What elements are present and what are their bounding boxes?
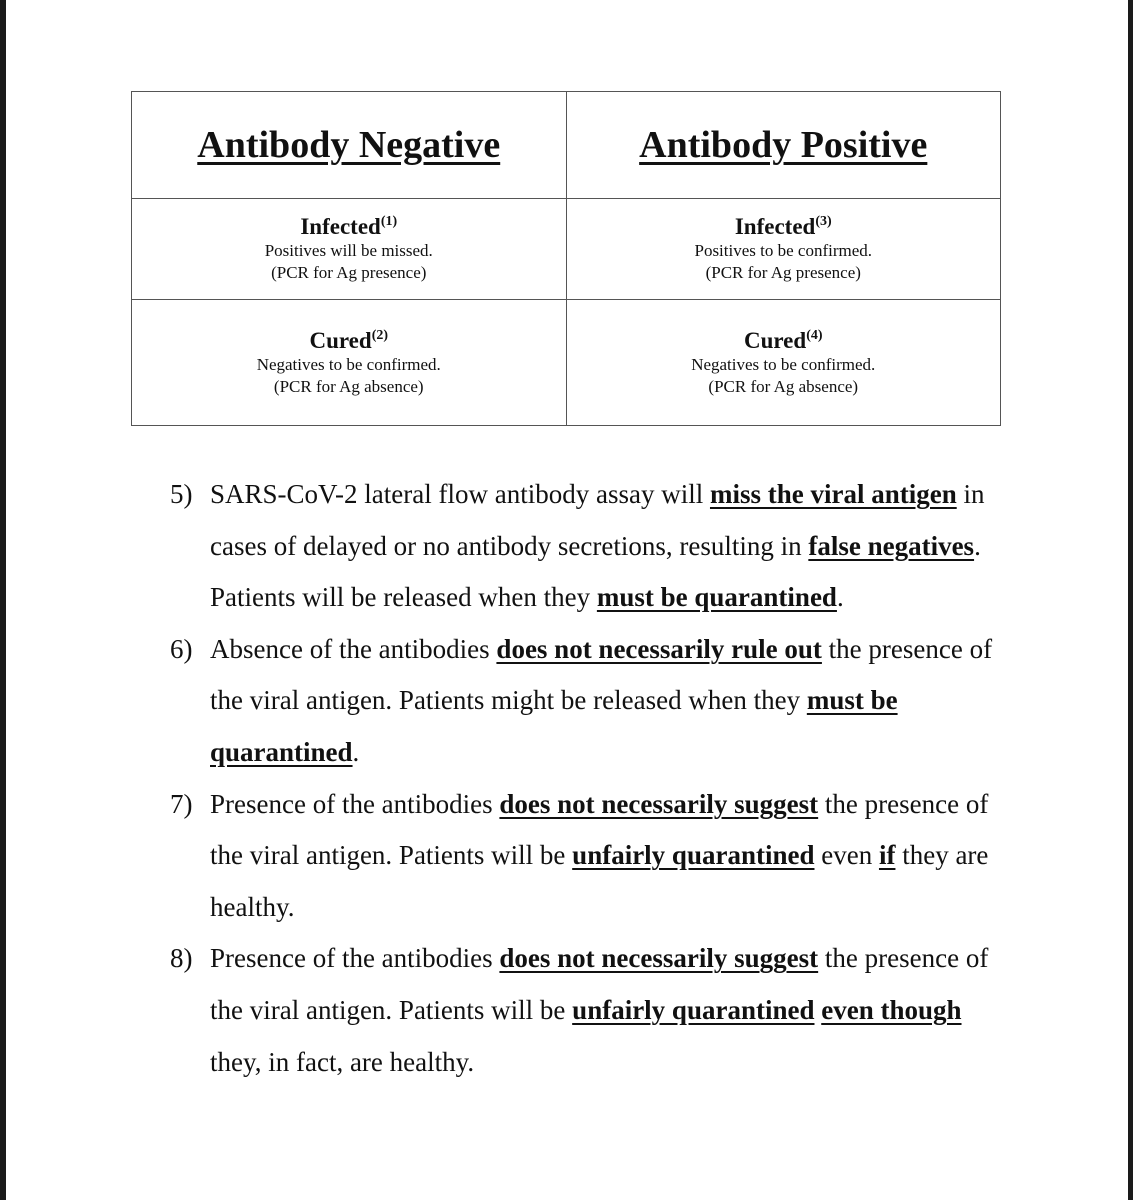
cell-text: Negatives to be confirmed.: [256, 354, 441, 374]
item-number: 5): [170, 479, 193, 509]
text-run: Presence of the antibodies: [210, 788, 500, 819]
header-cell-negative: [132, 92, 567, 199]
table-cell: [566, 300, 1001, 426]
footnote-ref: (4): [806, 327, 823, 343]
table-cell: [132, 300, 567, 426]
list-item: [170, 624, 1010, 779]
emphasis-text: unfairly quarantined: [572, 840, 815, 871]
text-run: the presence of the viral antigen. Patients might be released when they: [210, 633, 993, 716]
cell-text: (PCR for Ag absence): [273, 376, 424, 396]
table-cell: [132, 199, 567, 300]
item-text: [210, 943, 988, 1076]
column-heading: Antibody Positive: [639, 124, 928, 166]
emphasis-text: even though: [821, 994, 962, 1025]
text-run: in cases of delayed or no antibody secretions, resulting in: [210, 479, 985, 561]
cell-title-text: Cured: [309, 327, 372, 353]
item-text: [210, 789, 988, 922]
text-run: even: [814, 840, 879, 871]
emphasis-text: must be quarantined: [596, 582, 837, 613]
cell-title: [132, 214, 566, 240]
table-row: [132, 199, 1001, 300]
cell-title: [132, 328, 566, 354]
text-run: Presence of the antibodies: [210, 943, 500, 974]
item-number: 6): [170, 633, 193, 664]
emphasis-text: does not necessarily suggest: [499, 943, 819, 974]
text-run: they are healthy.: [210, 840, 989, 922]
antibody-result-table: [131, 91, 1001, 426]
text-run: the presence of the viral antigen. Patients will be: [210, 788, 989, 871]
numbered-points-list: [170, 469, 1010, 1088]
emphasis-text: unfairly quarantined: [572, 994, 815, 1025]
text-run: .: [352, 736, 360, 767]
emphasis-text: if: [878, 840, 896, 871]
text-run: the presence of the viral antigen. Patients will be: [210, 943, 989, 1025]
emphasis-text: must be quarantined: [210, 685, 898, 767]
cell-text: Positives to be confirmed.: [694, 241, 873, 260]
cell-text: (PCR for Ag absence): [708, 376, 859, 396]
table-cell: [566, 199, 1001, 300]
footnote-ref: (3): [815, 214, 832, 229]
item-number: 7): [170, 788, 193, 819]
left-border: [0, 0, 6, 1200]
text-run: Absence of the antibodies: [210, 633, 497, 664]
cell-text: Negatives to be confirmed.: [691, 354, 876, 374]
footnote-ref: (1): [380, 214, 398, 229]
cell-text: (PCR for Ag presence): [271, 263, 427, 282]
item-text: [210, 634, 992, 767]
text-run: they, in fact, are healthy.: [210, 1046, 475, 1077]
item-text: [210, 479, 984, 612]
cell-text: Positives will be missed.: [264, 241, 433, 260]
emphasis-text: false negatives: [808, 530, 975, 561]
emphasis-text: miss the viral antigen: [709, 479, 957, 509]
list-item: [170, 933, 1010, 1088]
list-item: [170, 469, 1010, 624]
cell-title-text: Infected: [300, 214, 381, 239]
table-row: [132, 300, 1001, 426]
cell-text: (PCR for Ag presence): [705, 263, 861, 282]
text-run: SARS-CoV-2 lateral flow antibody assay will: [210, 479, 710, 509]
item-number: 8): [170, 943, 193, 974]
footnote-ref: (2): [371, 327, 389, 343]
text-run: . Patients will be released when they: [210, 530, 981, 613]
text-run: .: [836, 582, 844, 613]
emphasis-text: does not necessarily rule out: [496, 633, 822, 664]
cell-title: [567, 328, 1001, 354]
header-cell-positive: [566, 92, 1001, 199]
table-header-row: [132, 92, 1001, 199]
cell-title: [567, 214, 1001, 240]
right-border: [1128, 0, 1133, 1200]
list-item: [170, 779, 1010, 934]
cell-title-text: Cured: [743, 327, 807, 353]
column-heading: Antibody Negative: [197, 124, 501, 166]
emphasis-text: does not necessarily suggest: [499, 788, 819, 819]
cell-title-text: Infected: [734, 214, 816, 239]
